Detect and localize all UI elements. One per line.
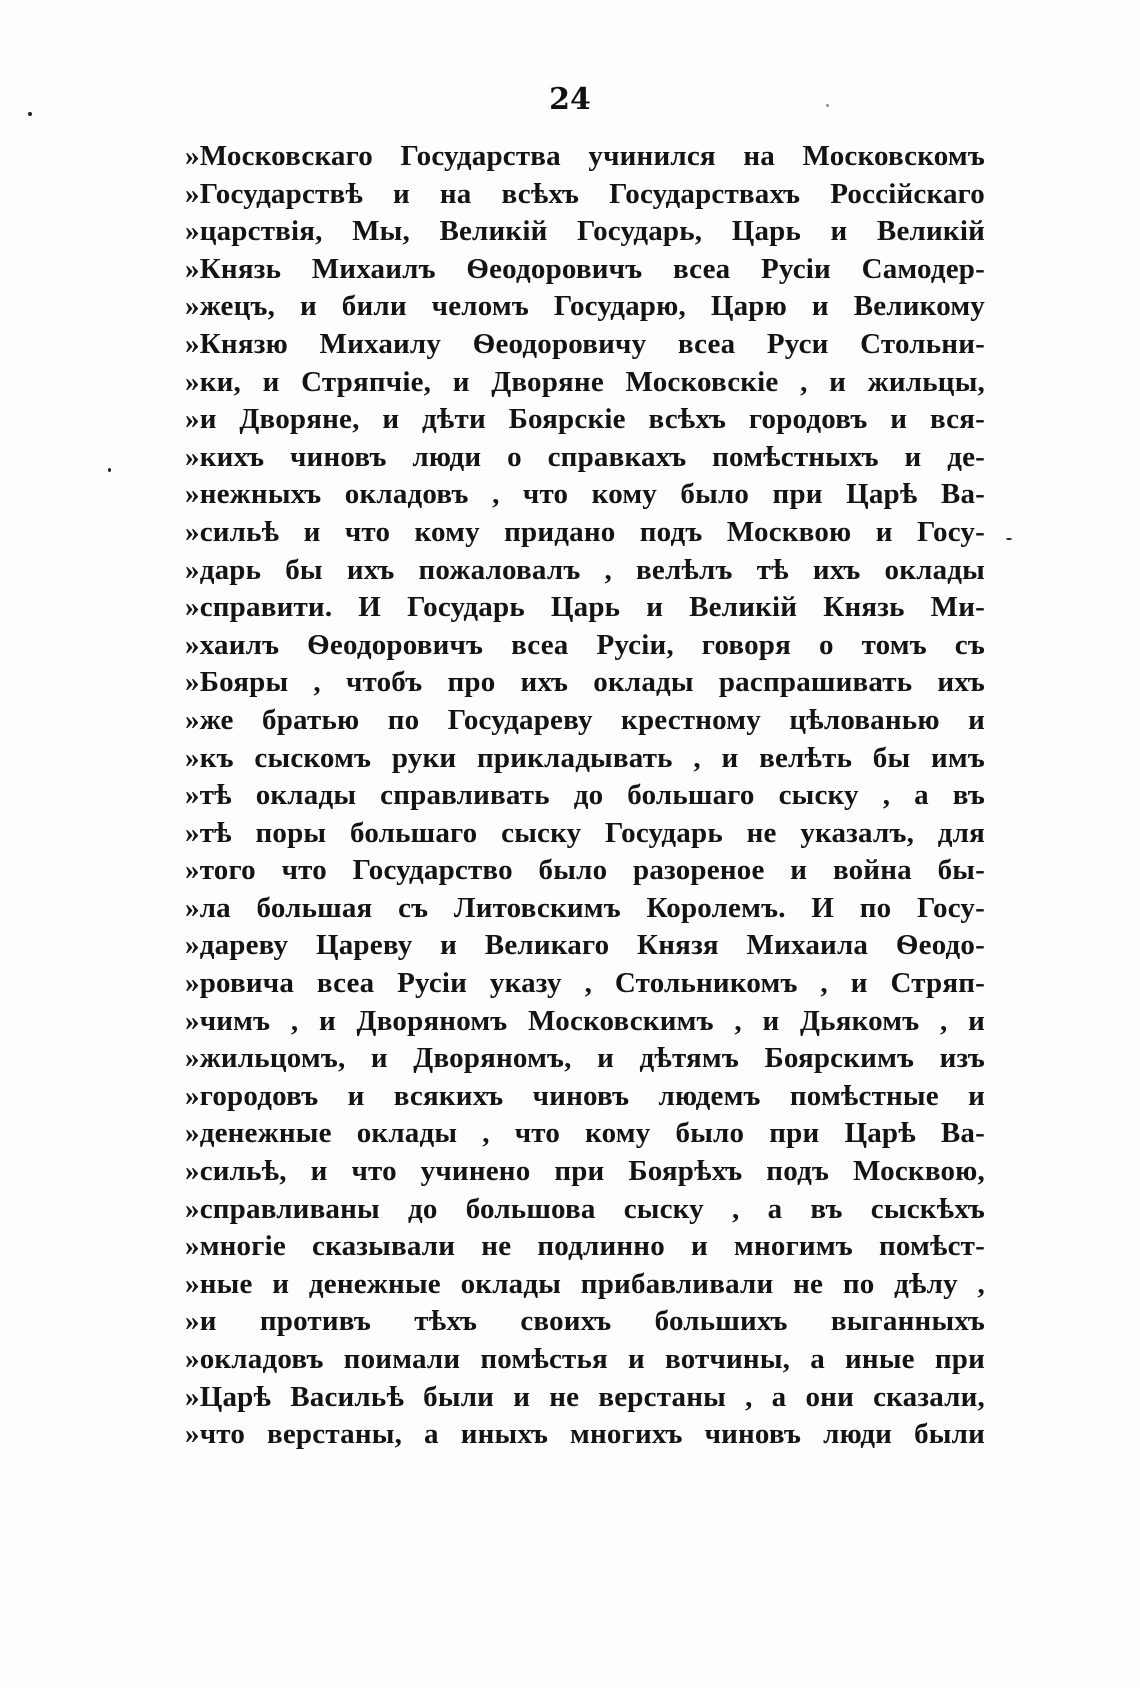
- text-line: »сильѣ и что кому придано подъ Москвою и Госу-: [185, 515, 985, 548]
- scan-speck: [1006, 538, 1012, 540]
- text-line: »справливаны до большова сыску , а въ сыскѣхъ: [185, 1192, 985, 1225]
- text-line: »тѣ поры большаго сыску Государь не указалъ, для: [185, 816, 985, 849]
- text-line: »справити. И Государь Царь и Великій Князь Ми-: [185, 591, 985, 624]
- text-line: »дареву Цареву и Великаго Князя Михаила Ѳеодо-: [185, 929, 985, 962]
- text-line: »жильцомъ, и Дворяномъ, и дѣтямъ Боярскимъ изъ: [185, 1042, 985, 1075]
- text-line: »Бояры , чтобъ про ихъ оклады распрашивать ихъ: [185, 666, 985, 699]
- text-line: »городовъ и всякихъ чиновъ людемъ помѣстные и: [185, 1079, 985, 1112]
- text-line: »ровича всеа Русіи указу , Стольникомъ , и Стряп-: [185, 967, 985, 1000]
- text-line: »нежныхъ окладовъ , что кому было при Царѣ Ва-: [185, 478, 985, 511]
- text-line: »Царѣ Васильѣ были и не верстаны , а они сказали,: [185, 1380, 985, 1413]
- scan-speck: [108, 468, 111, 472]
- text-line: »хаилъ Ѳеодоровичъ всеа Русіи, говоря о томъ съ: [185, 628, 985, 661]
- text-line: »царствія, Мы, Великій Государь, Царь и Великій: [185, 215, 985, 248]
- text-line: »денежные оклады , что кому было при Царѣ Ва-: [185, 1117, 985, 1150]
- text-line: »Московскаго Государства учинился на Московскомъ: [185, 140, 985, 172]
- text-line: »сильѣ, и что учинено при Боярѣхъ подъ Москвою,: [185, 1155, 985, 1188]
- text-line: »жецъ, и били челомъ Государю, Царю и Великому: [185, 290, 985, 323]
- text-line: »того что Государство было разореное и война бы-: [185, 854, 985, 887]
- text-line: »же братью по Государеву крестному цѣлованью и: [185, 703, 985, 736]
- text-line: »дарь бы ихъ пожаловалъ , велѣлъ тѣ ихъ оклады: [185, 553, 985, 586]
- text-line: »окладовъ поимали помѣстья и вотчины, а иные при: [185, 1343, 985, 1375]
- text-line: »Государствѣ и на всѣхъ Государствахъ Россійскаго: [185, 177, 985, 210]
- body-text: [185, 138, 985, 1454]
- text-line: »ные и денежные оклады прибавливали не по дѣлу ,: [185, 1267, 985, 1300]
- text-line: »ла большая съ Литовскимъ Королемъ. И по Госу-: [185, 891, 985, 924]
- text-line: »что верстаны, а иныхъ многихъ чиновъ люди были: [185, 1418, 985, 1451]
- scan-speck: [826, 104, 829, 107]
- text-line: »ки, и Стряпчіе, и Дворяне Московскіе , и жильцы,: [185, 365, 985, 398]
- page-number: 24: [549, 82, 591, 117]
- text-line: »многіе сказывали не подлинно и многимъ помѣст-: [185, 1230, 985, 1263]
- text-line: »и Дворяне, и дѣти Боярскіе всѣхъ городовъ и вся-: [185, 403, 985, 436]
- text-line: »кихъ чиновъ люди о справкахъ помѣстныхъ и де-: [185, 440, 985, 473]
- text-line: »Князю Михаилу Ѳеодоровичу всеа Руси Стольни-: [185, 327, 985, 360]
- scan-speck: [28, 112, 32, 116]
- text-line: »тѣ оклады справливать до большаго сыску , а въ: [185, 779, 985, 812]
- text-line: »и противъ тѣхъ своихъ большихъ выганныхъ: [185, 1305, 985, 1338]
- text-line: »чимъ , и Дворяномъ Московскимъ , и Дьякомъ , и: [185, 1004, 985, 1037]
- text-line: »Князь Михаилъ Ѳеодоровичъ всеа Русіи Самодер-: [185, 252, 985, 285]
- text-line: »къ сыскомъ руки прикладывать , и велѣть бы имъ: [185, 741, 985, 774]
